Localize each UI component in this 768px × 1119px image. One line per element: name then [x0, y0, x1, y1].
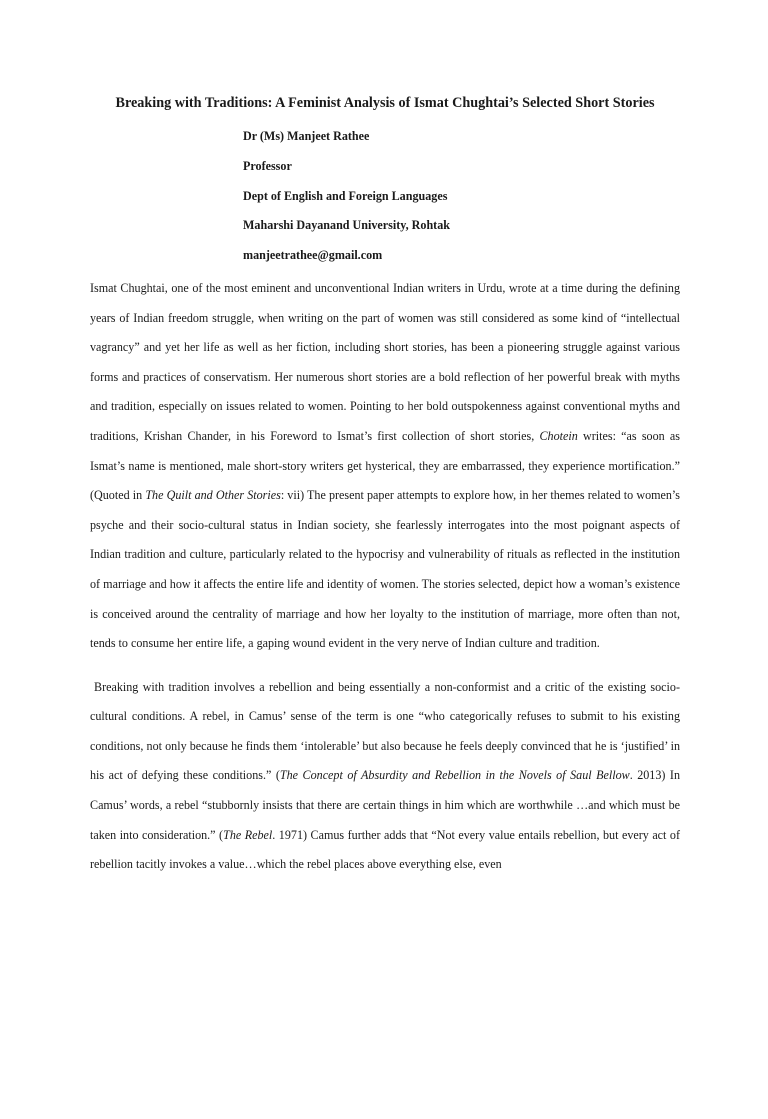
- paragraph-1-text-b: writes: “as soon as Ismat’s name is mentioned, male short-story writers get hysterical, they are embarrassed, they experience mortification.” (Quoted in: [90, 428, 681, 503]
- author-email: manjeetrathee@gmail.com: [243, 248, 383, 263]
- author-university: Maharshi Dayanand University, Rohtak: [243, 218, 450, 233]
- author-name: Dr (Ms) Manjeet Rathee: [243, 129, 370, 143]
- document-page: [0, 95, 768, 1119]
- paragraph-2-text-c: . 1971) Camus further adds that “Not every value entails rebellion, but every act of rebellion tacitly invokes a value…which the rebel places above everything else, even: [90, 827, 680, 872]
- paragraph-1-text-a: Ismat Chughtai, one of the most eminent and unconventional Indian writers in Urdu, wrote at a time during the defining years of Indian freedom struggle, when writing on the part of women was still considered as some kind of “intellectual vagrancy” and yet her life as well as her fiction, including short stories, has been a pioneering struggle against various forms and practices of conservatism. Her numerous short stories are a bold reflection of her powerful break with myths and tradition, especially on issues related to women. Pointing to her bold outspokenness against conventional myths and traditions, Krishan Chander, in his Foreword to Ismat’s first collection of short stories,: [90, 280, 680, 443]
- paragraph-1-italic-title-b: The Quilt and Other Stories: [145, 488, 281, 503]
- paragraph-2: [90, 673, 680, 880]
- paragraph-2-italic-title-a: The Concept of Absurdity and Rebellion in the Novels of Saul Bellow: [279, 768, 630, 783]
- author-block: [243, 122, 680, 271]
- paragraph-2-text-b: . 2013) In Camus’ words, a rebel “stubbornly insists that there are certain things in him which are worthwhile …and which must be taken into consideration.” (: [90, 768, 681, 842]
- author-department: Dept of English and Foreign Languages: [243, 188, 448, 203]
- paragraph-1-text-c: : vii) The present paper attempts to explore how, in her themes related to women’s psyche and their socio-cultural status in Indian society, she fearlessly interrogates into the most poignant aspects of Indian tradition and culture, particularly related to the hypocrisy and vulnerability of rituals as reflected in the institution of marriage and how it affects the entire life and identity of women. The stories selected, depict how a woman’s existence is conceived around the centrality of marriage and how her loyalty to the institution of marriage, more often than not, tends to consume her entire life, a gaping wound evident in the very nerve of Indian culture and tradition.: [90, 488, 680, 651]
- document-title: Breaking with Traditions: A Feminist Analysis of Ismat Chughtai’s Selected Short Stories: [115, 95, 655, 111]
- paragraph-2-italic-title-b: The Rebel: [223, 827, 273, 842]
- paragraph-1: [90, 274, 680, 659]
- paragraph-1-italic-title-a: Chotein: [539, 428, 578, 443]
- paragraph-2-text-a: Breaking with tradition involves a rebellion and being essentially a non-conformist and a critic of the existing socio-cultural conditions. A rebel, in Camus’ sense of the term is one “who categorically refuses to submit to his existing conditions, not only because he finds them ‘intolerable’ but also because he feels deeply convinced that he is ‘justified’ in his act of defying these conditions.” (: [90, 679, 680, 783]
- author-position: Professor: [243, 158, 292, 173]
